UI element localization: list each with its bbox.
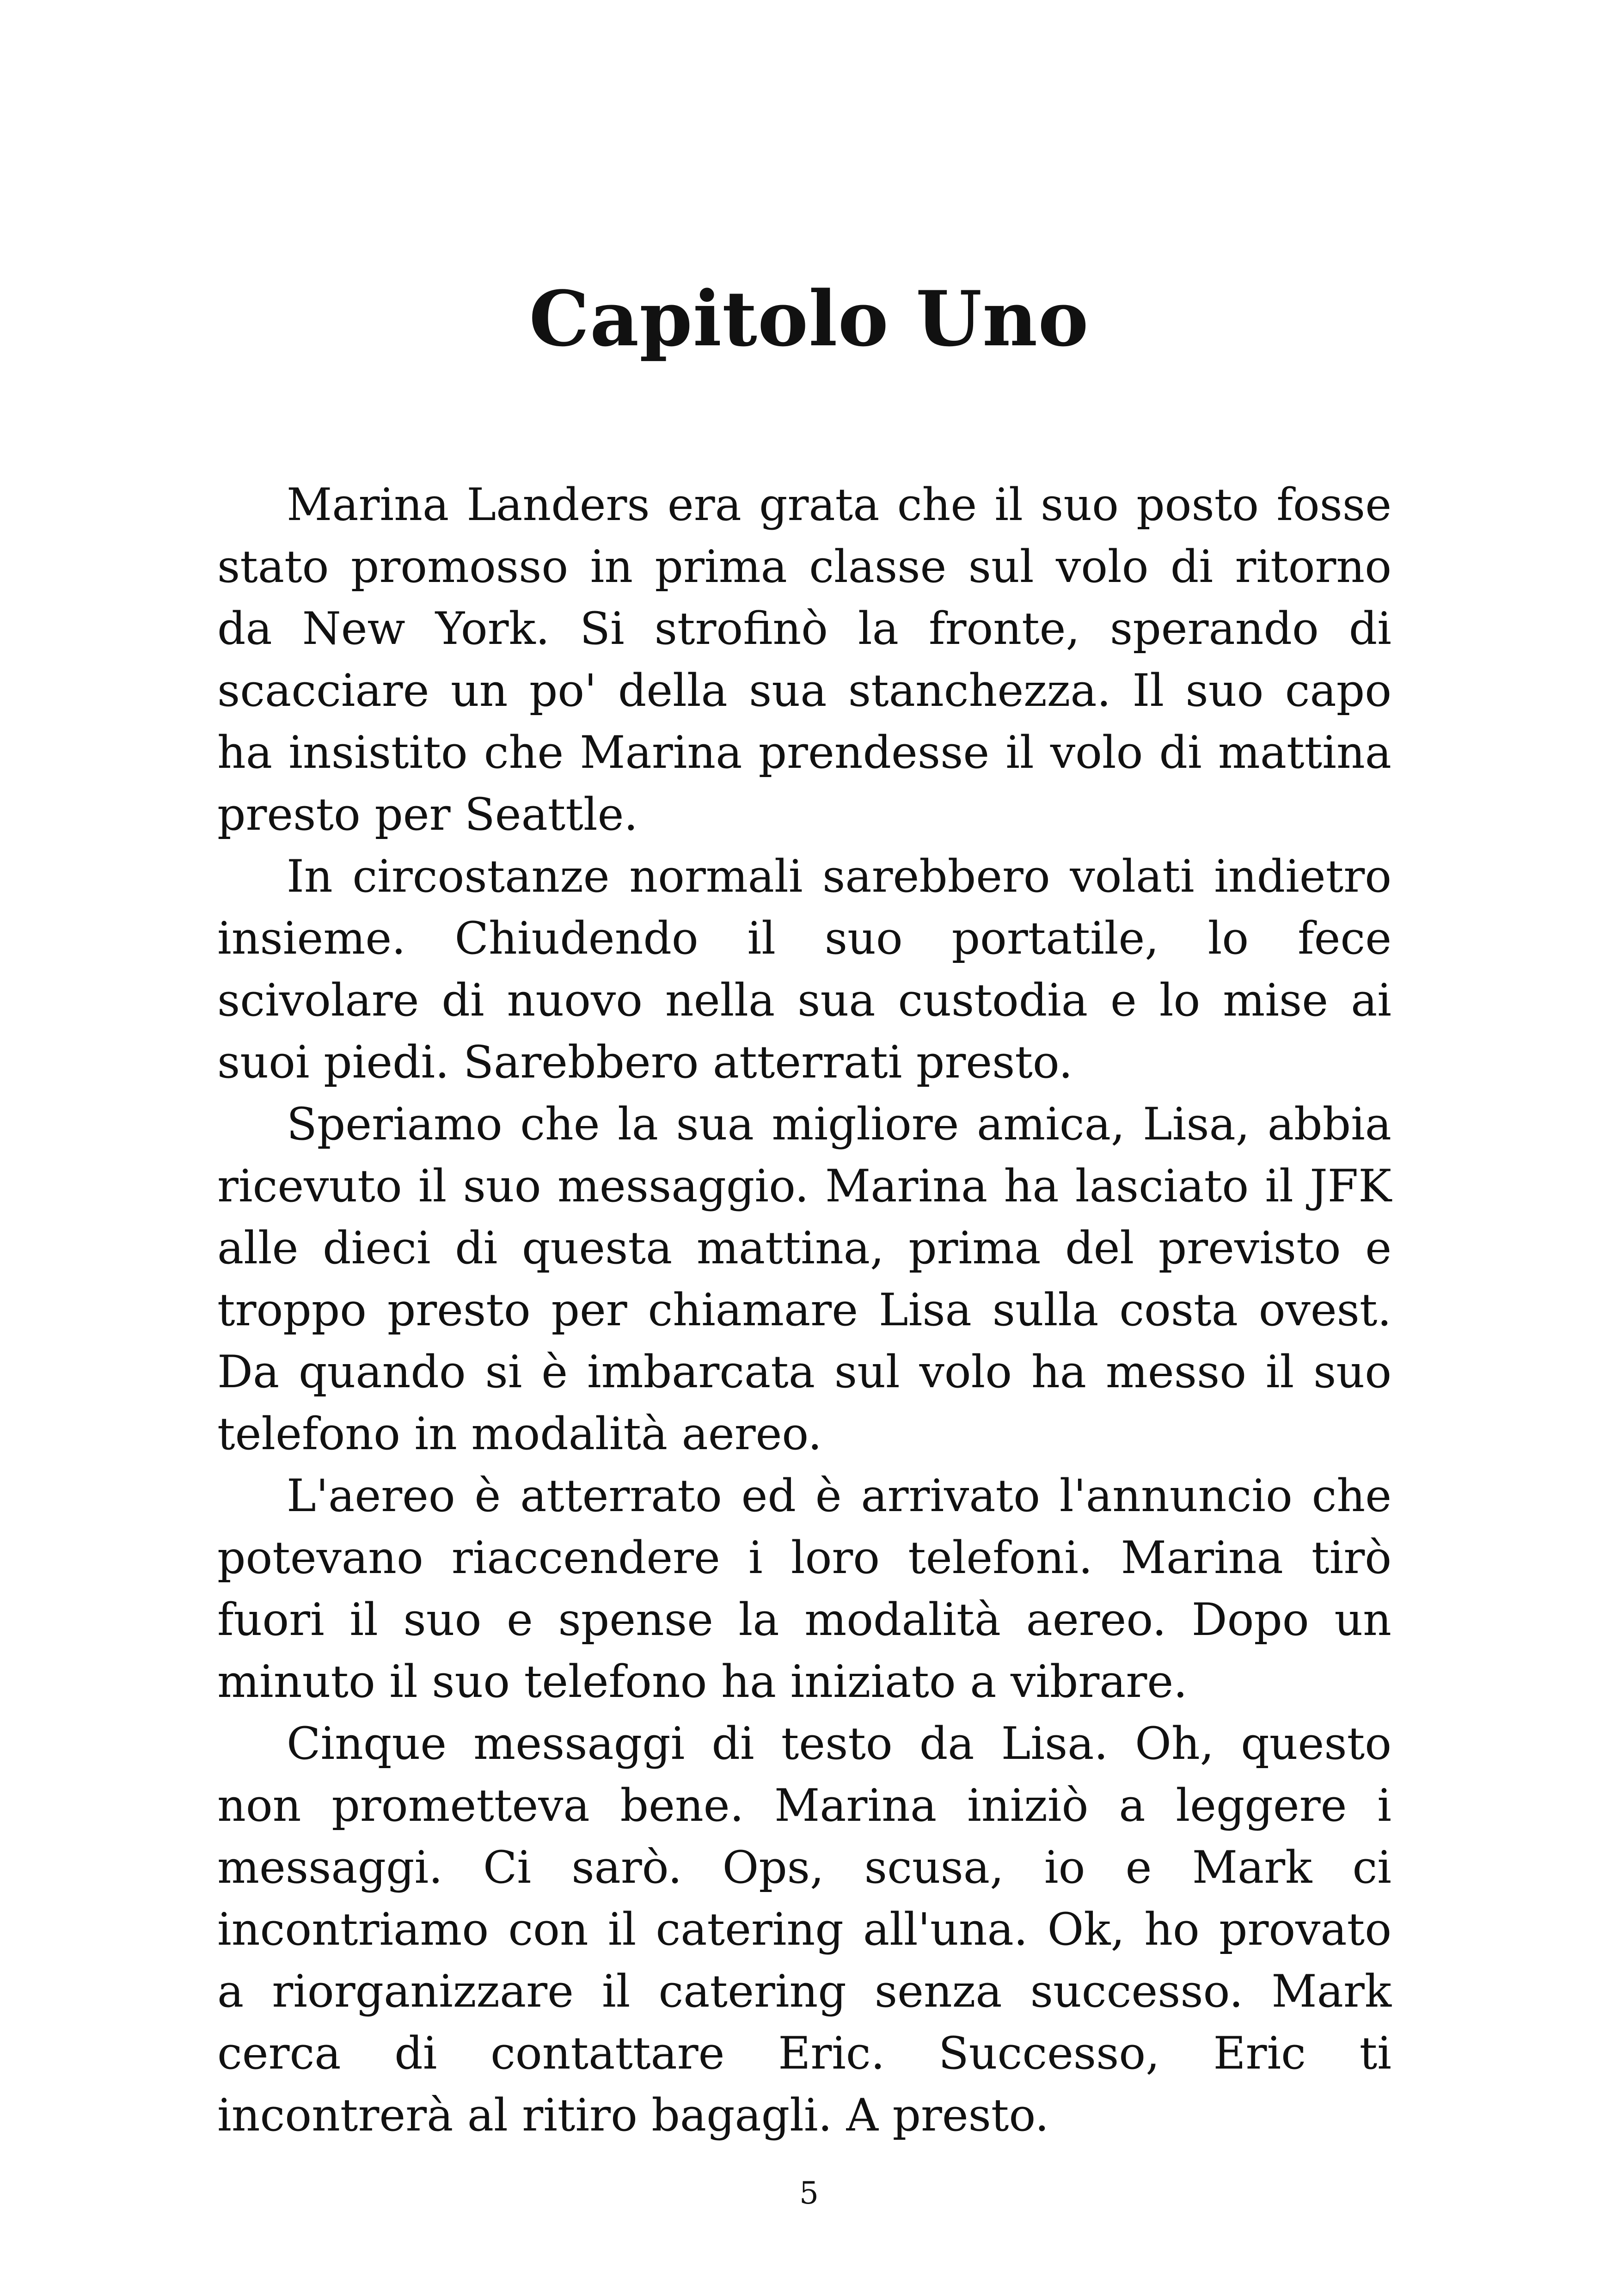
paragraph-3: Speriamo che la sua migliore amica, Lisa, abbia ricevuto il suo messaggio. Marina ha lasciato il JFK alle dieci di questa mattina, prima del previsto e troppo presto per chiamare Lisa sulla costa ovest. Da quando si è imbarcata sul volo ha messo il suo telefono in modalità aereo. [217,1098,1391,1460]
paragraph-5: Cinque messaggi di testo da Lisa. Oh, questo non prometteva bene. Marina iniziò a leggere i messaggi. Ci sarò. Ops, scusa, io e Mark ci incontriamo con il catering all'una. Ok, ho provato a riorganizzare il catering senza successo. Mark cerca di contattare Eric. Successo, Eric ti incontrerà al ritiro bagagli. A presto. [217,1718,1391,2141]
page-number: 5 [799,2175,819,2211]
paragraph-1: Marina Landers era grata che il suo posto fosse stato promosso in prima classe sul volo di ritorno da New York. Si strofinò la fronte, sperando di scacciare un po' della sua stanchezza. Il suo capo ha insistito che Marina prendesse il volo di mattina presto per Seattle. [217,479,1391,840]
paragraph-4: L'aereo è atterrato ed è arrivato l'annuncio che potevano riaccendere i loro telefoni. Marina tirò fuori il suo e spense la modalità aereo. Dopo un minuto il suo telefono ha iniziato a vibrare. [217,1470,1391,1708]
paragraph-2: In circostanze normali sarebbero volati indietro insieme. Chiudendo il suo portatile, lo fece scivolare di nuovo nella sua custodia e lo mise ai suoi piedi. Sarebbero atterrati presto. [217,851,1391,1088]
chapter-body [217,474,1391,2146]
chapter-title: Capitolo Uno [529,274,1089,363]
